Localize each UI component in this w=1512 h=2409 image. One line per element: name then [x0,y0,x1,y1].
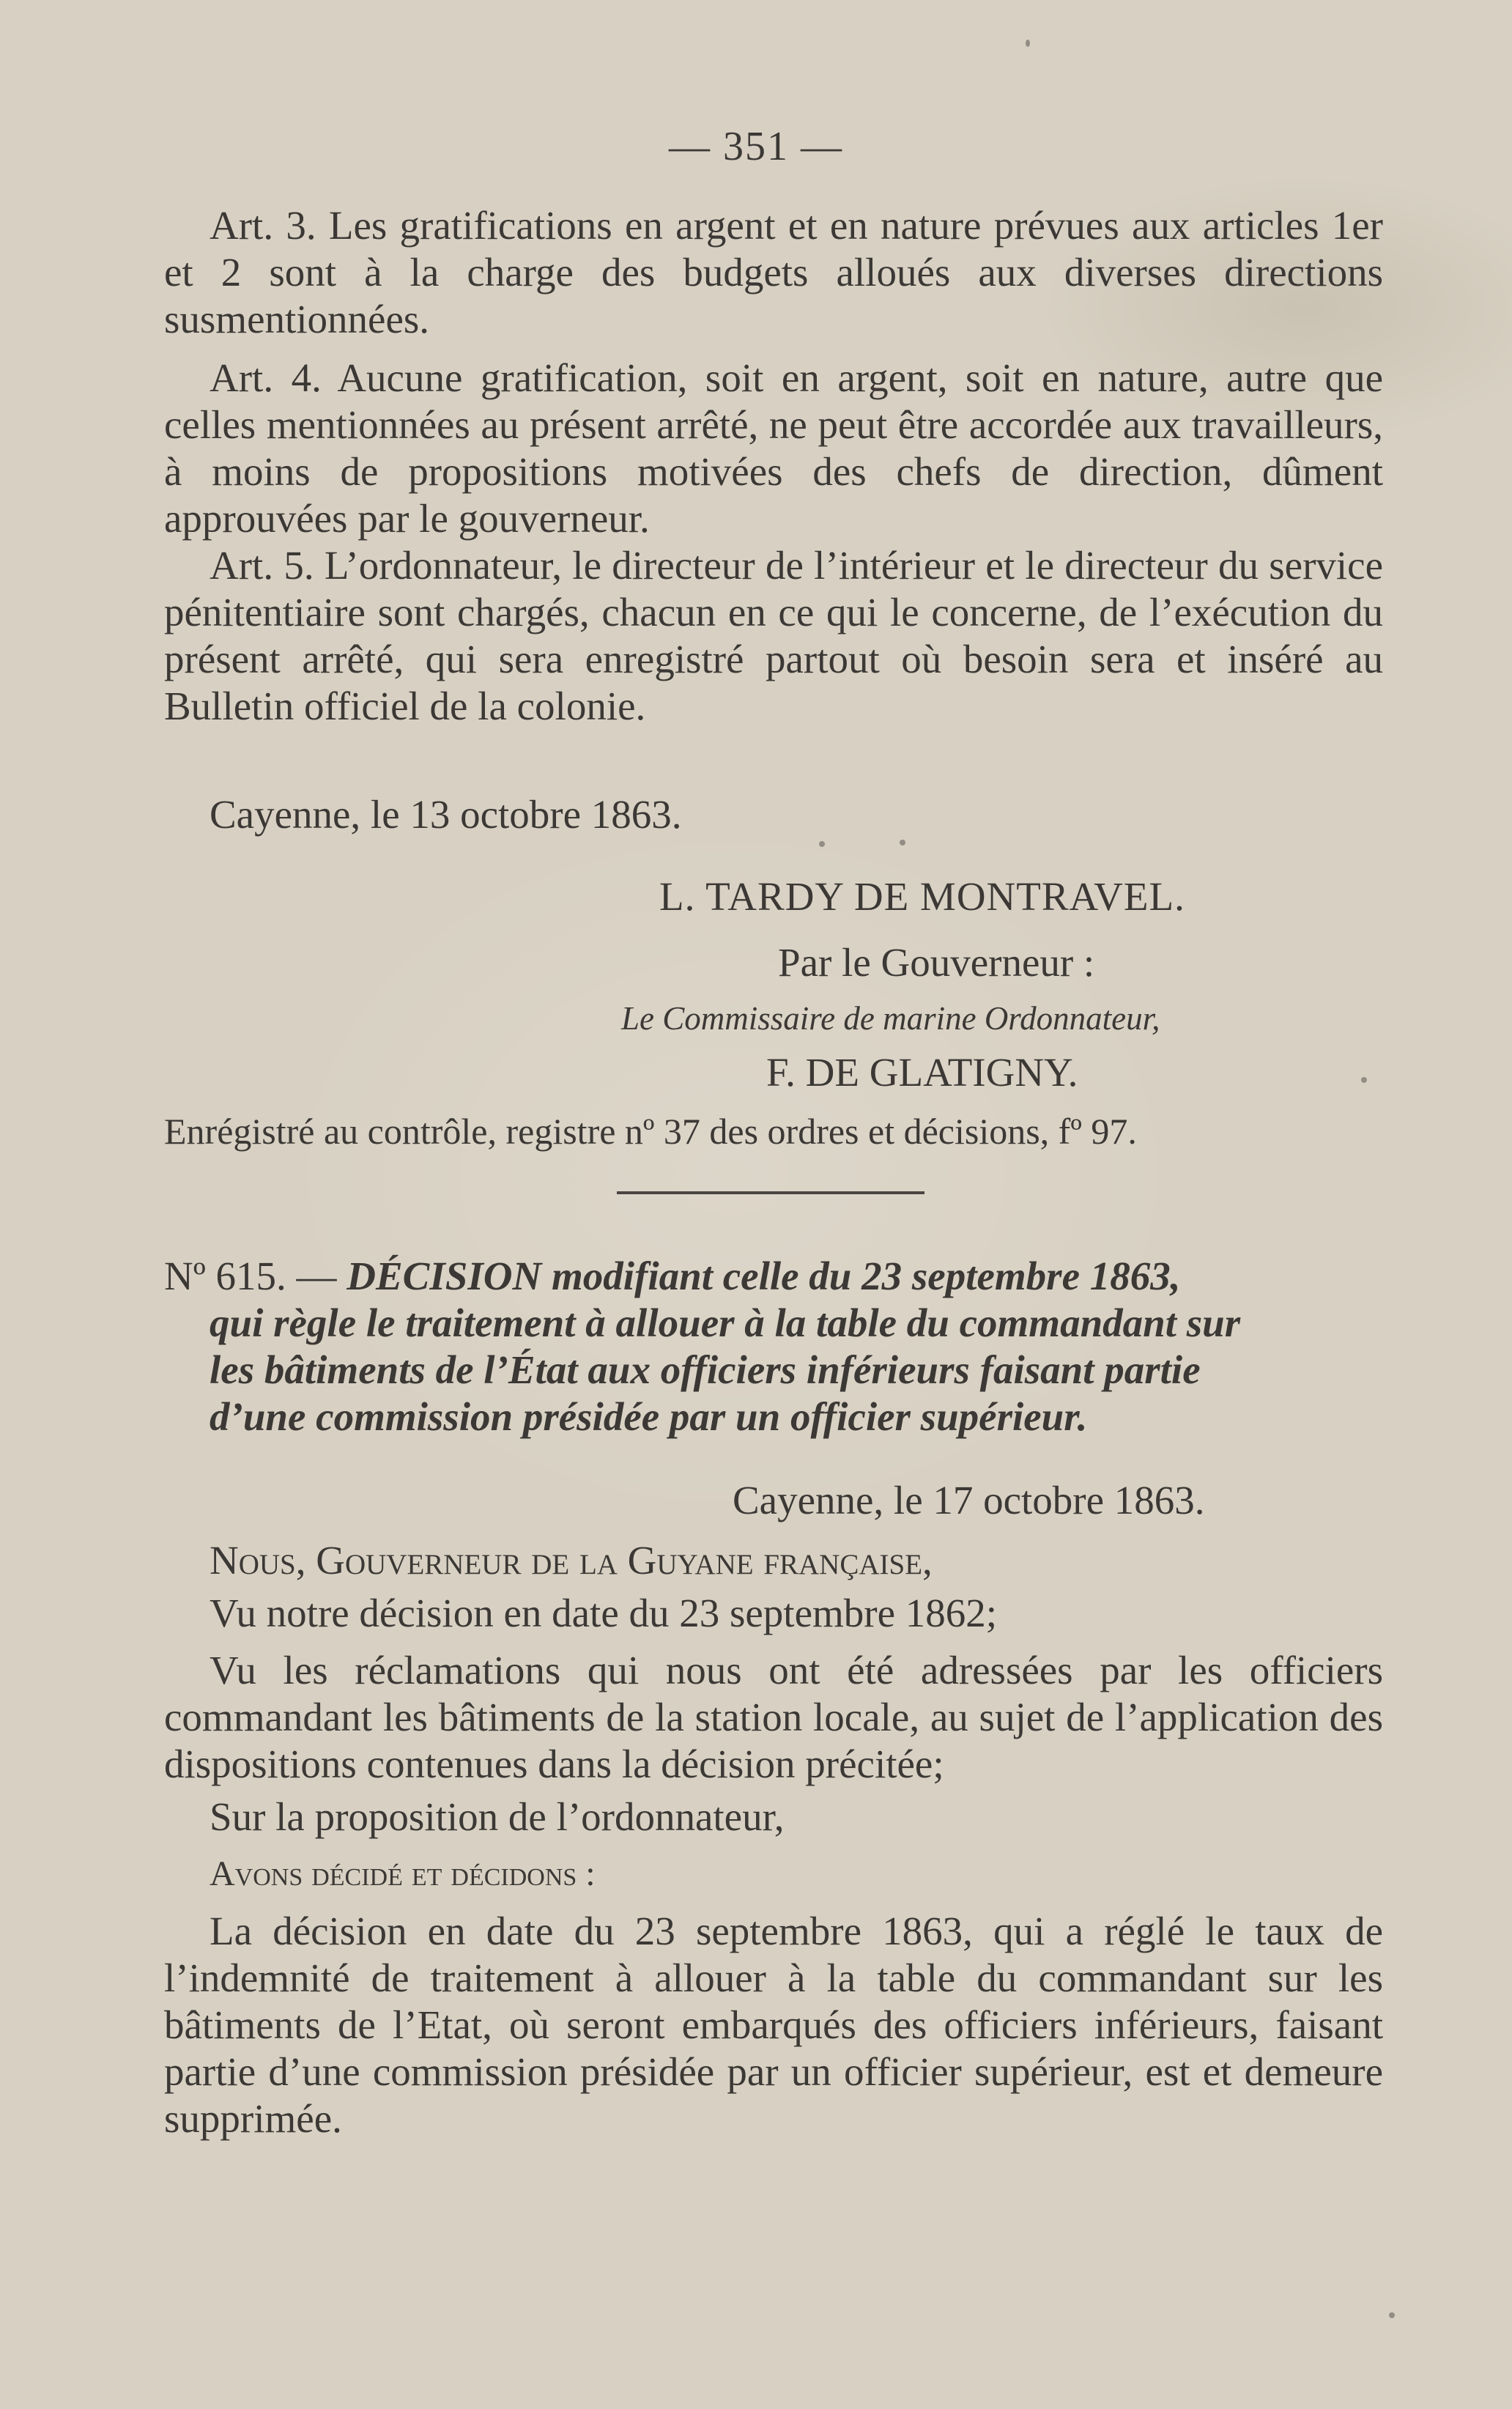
decision-title-line2: qui règle le traitement à allouer à la table du commandant sur [210,1300,1241,1345]
nous-line: Nous, Gouverneur de la Guyane française, [210,1538,933,1583]
ink-speck [819,841,825,847]
place-date-1: Cayenne, le 13 octobre 1863. [210,792,682,837]
decision-title-line1: modifiant celle du 23 septembre 1863, [551,1254,1181,1298]
article-5: Art. 5. L’ordonnateur, le directeur de l’intérieur et le directeur du service pénitentiaire sont chargés, chacun en ce qui le concerne, de l’exécution du présent arrêté, qui sera enregistré partout où besoin sera et inséré au Bulletin officiel de la colonie. [164,543,1383,728]
article-3: Art. 3. Les gratifications en argent et en nature prévues aux articles 1er et 2 sont à la charge des budgets alloués aux diverses directions susmentionnées. [164,203,1383,341]
ink-speck [1389,2312,1395,2318]
decision-title-line4: d’une commission présidée par un officier supérieur. [210,1394,1088,1439]
signatory-governor: L. TARDY DE MONTRAVEL. [659,874,1185,919]
final-paragraph: La décision en date du 23 septembre 1863, qui a réglé le taux de l’indemnité de traitement à allouer à la table du commandant sur les bâtiments de l’Etat, où seront embarqués des officiers inférieurs, faisant partie d’une commission présidée par un officier supérieur, est et demeure supprimée. [164,1909,1383,2141]
par-le-gouverneur: Par le Gouverneur : [778,940,1095,985]
avons-decide: Avons décidé et décidons : [210,1854,596,1893]
signatory-ordonnateur: F. DE GLATIGNY. [766,1050,1078,1095]
place-date-2: Cayenne, le 17 octobre 1863. [733,1478,1205,1522]
vu-reclamations: Vu les réclamations qui nous ont été adressées par les officiers commandant les bâtiments de la station locale, au sujet de l’application des dispositions contenues dans la décision précitée; [164,1648,1383,1786]
vu-decision: Vu notre décision en date du 23 septembre 1862; [210,1591,998,1635]
ink-speck [1361,1077,1367,1083]
sur-proposition: Sur la proposition de l’ordonnateur, [210,1794,785,1839]
ink-speck [1026,40,1030,47]
decision-number: Nº 615. [164,1254,286,1298]
commissaire-line: Le Commissaire de marine Ordonnateur, [621,1000,1160,1037]
decision-dash: — [296,1254,337,1298]
section-divider [617,1191,924,1194]
page-number: — 351 — [669,124,843,169]
article-4: Art. 4. Aucune gratification, soit en argent, soit en nature, autre que celles mentionnées au présent arrêté, ne peut être accordée aux travailleurs, à moins de propositions motivées des chefs de direction, dûment approuvées par le gouverneur. [164,355,1383,541]
decision-title [164,1253,1385,1440]
decision-lead: DÉCISION [346,1254,542,1298]
ink-speck [900,840,905,845]
decision-title-line3: les bâtiments de l’État aux officiers inférieurs faisant partie [210,1347,1201,1392]
registration-note: Enrégistré au contrôle, registre nº 37 des ordres et décisions, fº 97. [164,1111,1137,1152]
